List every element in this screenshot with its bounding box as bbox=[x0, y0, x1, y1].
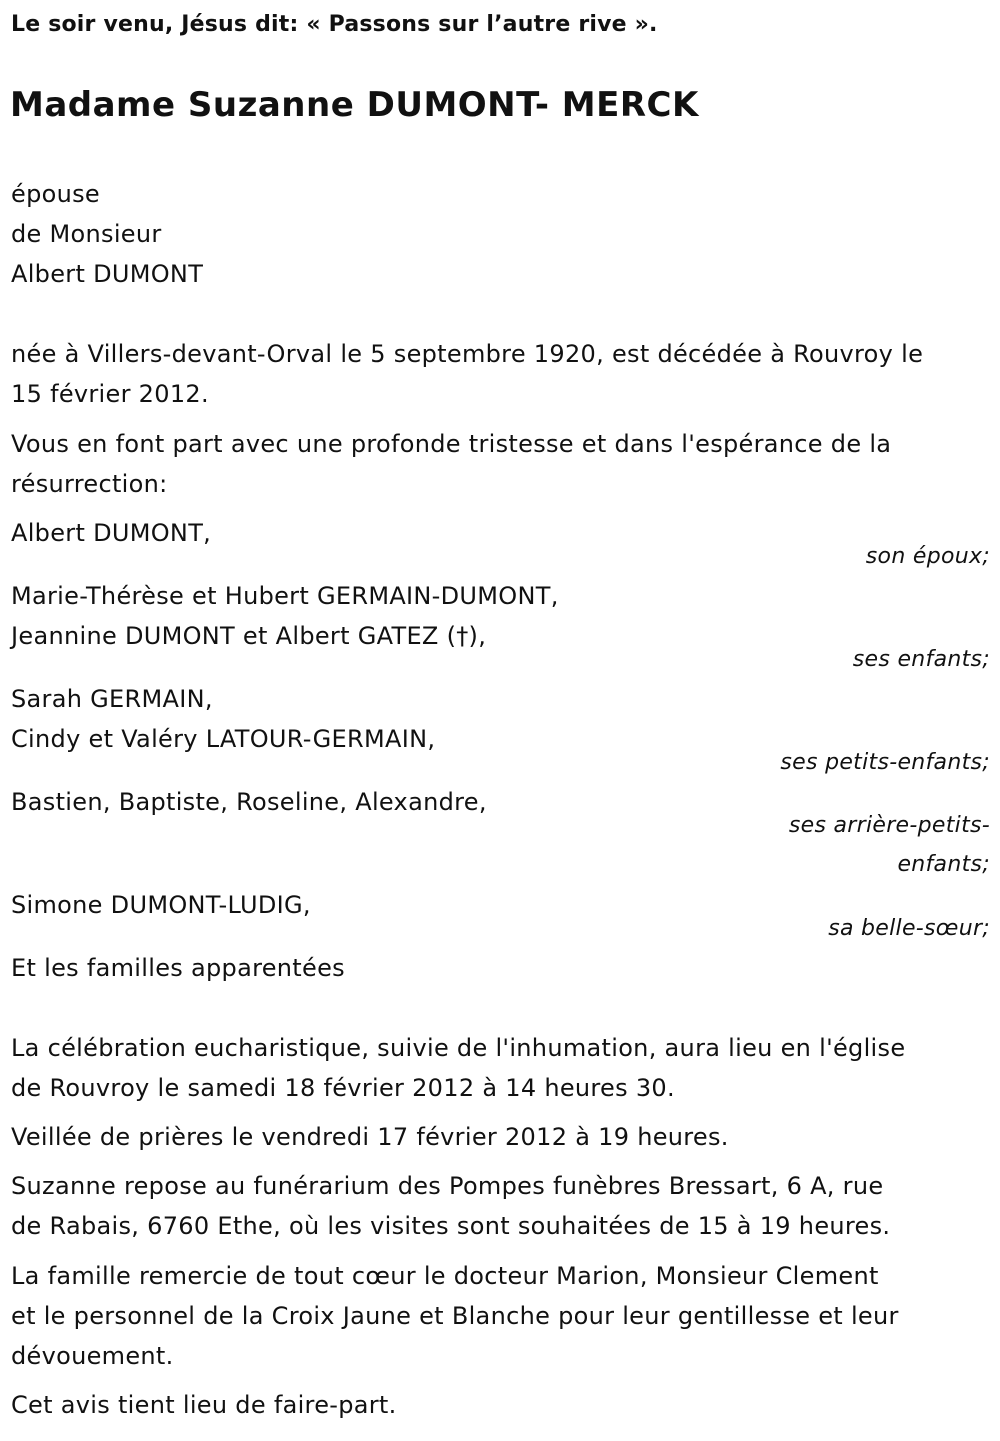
spouse-line: épouse bbox=[11, 180, 100, 208]
vigil-line: Veillée de prières le vendredi 17 février 2012 à 19 heures. bbox=[11, 1123, 729, 1151]
family-name: Simone DUMONT-LUDIG, bbox=[11, 891, 311, 919]
family-role: enfants; bbox=[897, 852, 990, 877]
family-role: ses enfants; bbox=[852, 647, 990, 672]
thanks-line: La famille remercie de tout cœur le docteur Marion, Monsieur Clement bbox=[11, 1262, 879, 1290]
notice-line: Cet avis tient lieu de faire-part. bbox=[11, 1391, 397, 1419]
birth-death-line: née à Villers-devant-Orval le 5 septembre 1920, est décédée à Rouvroy le bbox=[11, 340, 924, 368]
family-role: sa belle-sœur; bbox=[828, 916, 990, 941]
thanks-line: et le personnel de la Croix Jaune et Blanche pour leur gentillesse et leur bbox=[11, 1302, 899, 1330]
thanks-line: dévouement. bbox=[11, 1342, 174, 1370]
family-role: ses arrière-petits- bbox=[788, 813, 990, 838]
announcement-line: Vous en font part avec une profonde tristesse et dans l'espérance de la bbox=[11, 430, 892, 458]
family-name: Albert DUMONT, bbox=[11, 519, 212, 547]
rest-line: Suzanne repose au funérarium des Pompes funèbres Bressart, 6 A, rue bbox=[11, 1172, 884, 1200]
family-name: Bastien, Baptiste, Roseline, Alexandre, bbox=[11, 788, 487, 816]
family-name: Marie-Thérèse et Hubert GERMAIN-DUMONT, bbox=[11, 582, 559, 610]
announcement-paragraph bbox=[11, 424, 990, 504]
deceased-name: Madame Suzanne DUMONT- MERCK bbox=[10, 85, 699, 125]
family-name: Sarah GERMAIN, bbox=[11, 685, 213, 713]
spouse-block bbox=[11, 174, 990, 294]
celebration-line: La célébration eucharistique, suivie de l'inhumation, aura lieu en l'église bbox=[11, 1034, 906, 1062]
family-name: Cindy et Valéry LATOUR-GERMAIN, bbox=[11, 725, 436, 753]
celebration-line: de Rouvroy le samedi 18 février 2012 à 14 heures 30. bbox=[11, 1074, 675, 1102]
birth-death-line: 15 février 2012. bbox=[11, 380, 209, 408]
rest-line: de Rabais, 6760 Ethe, où les visites sont souhaitées de 15 à 19 heures. bbox=[11, 1212, 891, 1240]
families-line: Et les familles apparentées bbox=[11, 954, 345, 982]
spouse-line: Albert DUMONT bbox=[11, 260, 204, 288]
family-role: son époux; bbox=[865, 544, 990, 569]
family-name: Jeannine DUMONT et Albert GATEZ (†), bbox=[11, 622, 487, 650]
epigraph: Le soir venu, Jésus dit: « Passons sur l’autre rive ». bbox=[11, 12, 658, 37]
birth-death-paragraph bbox=[11, 334, 990, 414]
spouse-line: de Monsieur bbox=[11, 220, 162, 248]
family-role: ses petits-enfants; bbox=[780, 750, 990, 775]
announcement-line: résurrection: bbox=[11, 470, 168, 498]
